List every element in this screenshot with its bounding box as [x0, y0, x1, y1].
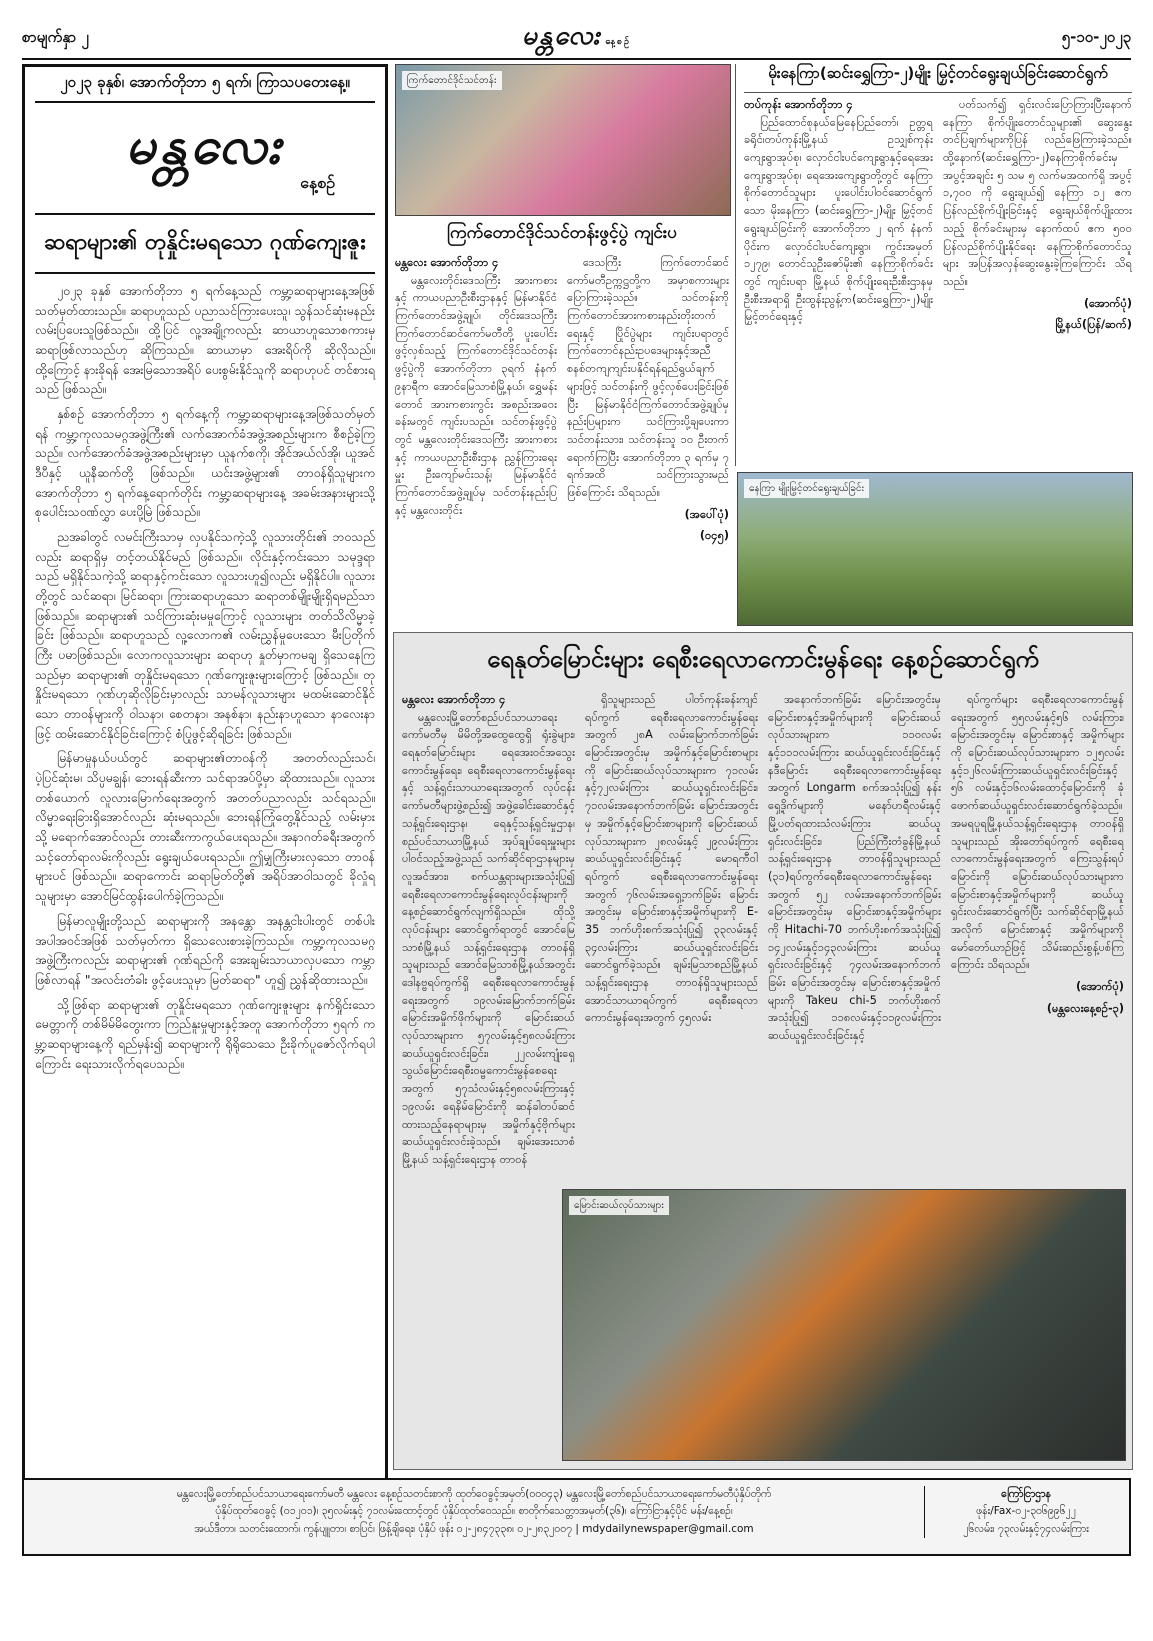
story3-text: ရှိသူများသည် ပါတ်ကုန်းခန်းကျင် ရပ်ကွက် ရေစီးရေလာကောင်းမွန်ရေးအတွက် ၂၈A လမ်းမြောက်ဘက်ခြမ်း မြောင်းအတွင်းမှ အမှိုက်နှင့်မြောင်းစာများကို မြောင်းဆယ်လုပ်သားများက ၇၁လမ်းနှင့်၇၂လမ်းကြား ဆယ်ယူရှင်းလင်းခြင်း၊ ၇၁လမ်းအနောက်ဘက်ခြမ်း မြောင်းအတွင်းမှ အမှိုက်နှင့်မြောင်းစာများကို မြောင်းဆယ်လုပ်သားများက ၂၈လမ်းနှင့် ၂၉လမ်းကြား ဆယ်ယူရှင်းလင်းခြင်းနှင့် မောရကီဝါရပ်ကွက် ရေစီးရေလာကောင်းမွန်ရေးအတွက် ၇၆လမ်းအရှေ့ဘက်ခြမ်း မြောင်းအတွင်းမှ မြောင်းစာနှင့်အမှိုက်များကို E-35 ဘက်ဟိုးစက်အသုံးပြု၍ ၃၃လမ်းနှင့် ၃၄လမ်းကြား ဆယ်ယူရှင်းလင်းခြင်း ဆောင်ရွက်ခဲ့သည်။ ချမ်းမြသာစည်မြို့နယ် သန့်ရှင်းရေးဌာန တာဝန်ရှိသူများသည် အောင်သာယာရပ်ကွက် ရေစီးရေလာကောင်းမွန်ရေးအတွက် ၄၅လမ်း — [585, 693, 758, 1025]
story3-text: ရပ်ကွက်များ ရေစီးရေလာကောင်းမွန်ရေးအတွက် ၅၅လမ်းနှင့်၅၆ လမ်းကြား၊ မြောင်းအတွင်းမှ မြောင်းစာနှင့် အမှိုက်များကို မြောင်းဆယ်လုပ်သားများက ၁၂၅လမ်းနှင့်၁၂၆လမ်းကြားဆယ်ယူရှင်းလင်းခြင်းနှင့် ၅၆ လမ်းနှင့်၁၆လမ်းထောင့်မြောင်းကို ခုံဖောက်ဆယ်ယူရှင်းလင်းဆောင်ရွက်ခဲ့သည်။ အမရပူရမြို့နယ်သန့်ရှင်းရေးဌာန တာဝန်ရှိသူများသည် အိုးတော်ရပ်ကွက် ရေစီးရေလာကောင်းမွန်ရေးအတွက် ကြေးသွန်းရပ်မြောင်းကို မြောင်းဆယ်လုပ်သားများက မြောင်းစာနှင့်အမှိုက်များကို ဆယ်ယူရှင်းလင်းဆောင်ရွက်ပြီး သက်ဆိုင်ရာမြို့နယ်အလိုက် မြောင်းစာနှင့် အမှိုက်များကို မော်တော်ယာဉ်ဖြင့် သိမ်းဆည်းစွန့်ပစ်ကြကြောင်း သိရသည်။ — [951, 693, 1124, 972]
editorial-logo-sub: နေ့စဉ် — [300, 173, 335, 192]
sunflower-field-photo — [737, 472, 1133, 626]
story3-text: မန္တလေးမြို့တော်စည်ပင်သာယာရေးကော်မတီမှ မိမိတို့အထွေထွေရှိ ရုံးခွဲများ၊ ရေနုတ်မြောင်းများ ရေအေးဝင်အသွေးကောင်းမွန်ရေး၊ ရေစီးရေလာကောင်းမွန်ရေးနှင့် သန့်ရှင်းသာယာရေးအတွက် လုပ်ငန်းကော်မတီများဖွဲ့စည်း၍ အဖွဲ့ခေါင်းဆောင်နှင့် သန့်ရှင်းရေးဌာန၊ ရေနှင့်သန့်ရှင်းမှုဌာန၊ စည်ပင်သာယာမြို့နယ် အုပ်ချုပ်ရေးမှူးများ ပါဝင်သည့်အဖွဲ့သည် သက်ဆိုင်ရာဌာနများမှ လူအင်အား၊ စက်ယန္တရားများအသုံးပြု၍ ရေစီးရေလာကောင်းမွန်ရေးလုပ်ငန်းများကို နေ့စဉ်ဆောင်ရွက်လျက်ရှိသည်။ ထိုသို့လုပ်ငန်းများ ဆောင်ရွက်ရာတွင် အောင်မြေသာစံမြို့နယ် သန့်ရှင်းရေးဌာန တာဝန်ရှိသူများသည် အောင်မြေသာစံမြို့နယ်အတွင်း ဒေါနဗ္ဗရပ်ကွက်ရှိ ရေစီးရေလာကောင်းမွန်ရေးအတွက် ၁၉လမ်းမြောက်ဘက်ခြမ်း မြောင်းအမှိုက်ဖိုက်များကို မြောင်းဆယ်လုပ်သားများက ၅၇လမ်းနှင့်၅၈လမ်းကြားဆယ်ယူရှင်းလင်းခြင်း၊ ၂၂လမ်းကျုံးရှေ့သွယ်မြောင်းရေစီးဝမ္ဗကောင်းမွန်စေရေးအတွက် ၅၇သံလမ်းနှင့်၅၈လမ်းကြားနှင့် ၁၉လမ်း ရေနိမ်မြောင်းကို ဆန်ခါတပ်ဆင်ထားသည့်နေရာများမှ အမှိုက်နှင့်ဗိုက်များ ဆယ်ယူရှင်းလင်းခဲ့သည်။ ချမ်းအေးသာစံမြို့နယ် သန့်ရှင်းရေးဌာန တာဝန် — [402, 710, 575, 1166]
photo-caption: မြောင်းဆယ်လုပ်သားများ — [569, 1196, 669, 1215]
photo-caption: ကြက်တောင်ဒိုင်သင်တန်း — [402, 71, 502, 90]
imprint-line: မန္တလေးမြို့တော်စည်ပင်သာယာရေးကော်မတီ မန္တလေး နေ့စဉ်သတင်းစာကို ထုတ်ဝေခွင့်အမှတ်(၀၀၀၄၃) မန္တလေးမြို့တော်စည်ပင်သာယာရေးကော်မတီပုံနှိပ်တိုက် — [176, 1488, 772, 1500]
editorial-paragraph: ၂၀၂၃ ခုနှစ် အောက်တိုဘာ ၅ ရက်နေ့သည် ကမ္ဘာ့ဆရာများနေ့အဖြစ် သတ်မှတ်ထားသည်။ ဆရာဟူသည် ပညာသင်ကြားပေးသူ၊ သွန်သင်ဆုံးမနည်းလမ်းပြပေးသူဖြစ်သည်။ ထို့ပြင် လူ့အချို့ကလည်း ဆာယာဟူသောစကားမှ ဆရာဖြစ်လာသည်ဟု ဆိုကြသည်။ ဆာယာမှာ အေးရိပ်ကို ဆိုလိုသည်။ ထို့ကြောင့် နားခိုရန် အေးမြသောအရိပ် ပေးစွမ်းနိုင်သူကို ဆရာဟုပင် တင်စားရသည် ဖြစ်သည်။ — [35, 284, 375, 397]
story3-source: (မန္တလေးနေ့စဉ်-၃) — [1046, 1001, 1124, 1015]
story3-col2 — [585, 691, 758, 1181]
story2-col2 — [943, 96, 1132, 460]
story3-dateline: မန္တလေး အောက်တိုဘာ ၄ — [402, 693, 506, 706]
story2-box — [735, 64, 1132, 466]
editorial-logo — [35, 103, 375, 215]
page-number: စာမျက်နှာ ၂ — [22, 28, 89, 46]
editorial-body — [35, 282, 375, 1074]
badminton-course-photo — [395, 64, 731, 216]
story1-col2 — [567, 254, 729, 622]
imprint-left — [34, 1486, 914, 1538]
story1-code: (၀၄၅) — [699, 529, 729, 543]
masthead-sub: နေ့စဉ် — [605, 37, 631, 47]
story2-body — [744, 96, 1132, 460]
story2-text: ပြည်ထောင်စုနယ်မြေနေပြည်တော်၊ ဥတ္တရခရိုင်၊တပ်ကုန်းမြို့နယ် ဥသျှစ်ကုန်းကျေးရွာအုပ်စု၊ လှောင်ငါးပင်ကျေးရွာနှင့်ရေအေးကျေးရွာအုပ်စု၊ ရေအေးကျေးရွာတို့တွင် နေကြာစိုက်တောင်သူများ ပူးပေါင်းပါဝင်ဆောင်ရွက်သော မိုးနေကြာ (ဆင်းရွှေကြာ-၂)မျိုး မြှင့်တင်ရွေးချယ်ခြင်းကို အောက်တိုဘာ ၂ ရက် နံနက်ပိုင်းက လှောင်ငါးပင်ကျေးရွာ၊ ကွင်းအမှတ် ၁၂၇၉၊ တောင်သူဦးဇော်မိုး၏ နေကြာစိုက်ခင်းတွင် ကျင်းပရာ မြို့နယ် စိုက်ပျိုးရေးဦးစီးဌာနမှ ဦးစီးအရာရှိ ဦးထွန်းညွန့်က(ဆင်းရွှေကြာ-၂)မျိုး မြှင့်တင်ရေးနှင့် — [744, 115, 933, 324]
story1-dateline: မန္တလေး အောက်တိုဘာ ၄ — [395, 256, 499, 269]
story1-photo-credit: (အပေါ်ပုံ) — [684, 507, 729, 521]
imprint-line: ပုံနှိပ်ထုတ်ဝေခွင့် (၀၁၂၀၁)၊ ၃၅လမ်းနှင့် ၇၁လမ်းထောင့်တွင် ပုံနှိပ်ထုတ်ဝေသည်။ စာတိုက်သေတ္တာအမှတ်(၃၆)၊ ကြော်ငြာနှင့်ပိုင် မန်း/နေ့စဉ်၊ — [215, 1505, 733, 1518]
story3-photo-credit: (အောက်ပုံ) — [1075, 980, 1124, 993]
story3-body — [402, 691, 1124, 1181]
editorial-paragraph: မြန်မာမှုနယ်ပယ်တွင် ဆရာများ၏တာဝန်ကို အတတ်လည်းသင်၊ ပဲ့ပြင်ဆုံးမ၊ သိပ္ပမချွန်၊ ဘေးရန်ဆီးကာ သင်ရာအပ်ပို့မှာ ဆိုထားသည်။ လူသားတစ်ယောက် လူလားမြောက်ရေးအတွက် အတတ်ပညာလည်း သင်ရသည်။ လိမ္မာရေးခြားရှိအောင်လည်း ဆုံးမရသည်။ ဘေးရန်ကြုံတွေ့နိုင်သည့် လမ်းမှားသို့ မရောက်အောင်လည်း တားဆီးကာကွယ်ပေးရသည်။ အနာဂတ်ခရီးအတွက် သင့်တော်ရာလမ်းကိုလည်း ရွေးချယ်ပေးရသည်။ ဤမျှကြီးမားလှသော တာဝန်များပင် ဖြစ်သည်။ ဆရာကောင်း ဆရာမြတ်တို့၏ အရိပ်အာဝါသတွင် ခိုလှုံရသူများမှာ အောင်မြင်ထွန်းပေါက်ခဲ့ကြသည်။ — [35, 751, 375, 904]
editorial-title: ဆရာများ၏ တုနှိုင်းမရသော ဂုဏ်ကျေးဇူး — [35, 215, 375, 274]
imprint-line: အယ်ဒီတာ၊ သတင်းထောက်၊ ကွန်ပျူတာ၊ စာပြင်၊ ဖြန့်ချိရေး၊ ပုံနှိပ် ဖုန်း ၀၂-၂၈၄၇၃၃၈၊ ၀၂-၂၈၃၂၀၀၇ | mdydailynewspaper@gmail.com — [194, 1522, 754, 1535]
editorial-logo-title: မန္တလေး — [125, 116, 285, 176]
story2-title: မိုးနေကြာ(ဆင်းရွှေကြာ-၂)မျိုး မြှင့်တင်ရွေးချယ်ခြင်းဆောင်ရွက် — [744, 64, 1132, 93]
story1-body — [395, 254, 729, 622]
story1-text: ဒေသကြီး ကြက်တောင်ဆင်ကော်မတီဥက္ကဋ္ဌတို့က အမှာစကားများ ပြောကြားခဲ့သည်။ သင်တန်းကို ကြက်တောင်အားကစားနည်းတိုးတက်ရေးနှင့် ပြိုင်ပွဲများ ကျင်းပရာတွင် ကြက်တောင်နည်းဥပဒေများနှင့်အညီ စနစ်တကျကျင်းပနိုင်ရန်ရည်ရွယ်ချက်များဖြင့် သင်တန်းကို ဖွင့်လှစ်ပေးခြင်းဖြစ်ပြီး မြန်မာနိုင်ငံကြက်တောင်အဖွဲ့ချုပ်မှ နည်းပြများက သင်ကြားပို့ချပေးကာ သင်တန်းသား၊ သင်တန်းသူ ၁၀ ဦးတက်ရောက်ကြပြီး အောက်တိုဘာ ၃ ရက်မှ ၇ ရက်အထိ သင်ကြားသွားမည်ဖြစ်ကြောင်း သိရသည်။ — [567, 256, 729, 499]
imprint-footer — [22, 1478, 1131, 1556]
editorial-paragraph: မြန်မာလူမျိုးတို့သည် ဆရာများကို အနန္တော အနန္တငါးပါးတွင် တစ်ပါးအပါအဝင်အဖြစ် သတ်မှတ်ကာ ရှိသေလေးစားခဲ့ကြသည်။ ကမ္ဘာ့ကုလသမဂ္ဂအဖွဲ့ကြီးကလည်း ဆရာများ၏ ဂုဏ်ရည်ကို အေးချမ်းသာယာလှပသော ကမ္ဘာဖြစ်လာရန် "အလင်းတံခါး ဖွင့်ပေးသူမှာ မြတ်ဆရာ" ဟူ၍ ညွှန်ဆိုထားသည်။ — [35, 913, 375, 987]
story3-col1 — [402, 691, 575, 1181]
editorial-paragraph: နှစ်စဉ် အောက်တိုဘာ ၅ ရက်နေ့ကို ကမ္ဘာ့ဆရာများနေ့အဖြစ်သတ်မှတ်ရန် ကမ္ဘာ့ကုလသမဂ္ဂအဖွဲ့ကြီး၏ လက်အောက်ခံအဖွဲ့အစည်းများက စီစဉ်ခဲ့ကြသည်။ လက်အောက်ခံအဖွဲ့အစည်းများမှာ ယူနက်စကို၊ အိုင်အယ်လ်အို၊ ယူအင်ဒီပီနှင့် ယူနီဆက်တို့ ဖြစ်သည်။ ယင်းအဖွဲ့များ၏ တာဝန်ရှိသူများက အောက်တိုဘာ ၅ ရက်နေ့ရောက်တိုင်း ကမ္ဘာ့ဆရာများနေ့ အခမ်းအနားများသို့ စုပေါင်းသဝဏ်လွှာ ပေးပို့မြဲ ဖြစ်သည်။ — [35, 407, 375, 520]
editorial-paragraph: သို့ဖြစ်ရာ ဆရာများ၏ တုနှိုင်းမရသော ဂုဏ်ကျေးဇူးများ နက်ရှိုင်းသော မေတ္တာကို တစ်မိမ်မိတွေးကာ ကြည်နူးမှုများနှင့်အတူ အောက်တိုဘာ ၅ရက် ကမ္ဘာ့ဆရာများနေ့ကို ရည်မှန်း၍ ဆရာများကို ရိုရိုသေသေ ဦးခိုက်ပူဇော်လိုက်ရပါကြောင်း ရေးသားလိုက်ရပေသည်။ — [35, 997, 375, 1071]
story3-text: အနောက်ဘက်ခြမ်း မြောင်းအတွင်းမှ မြောင်းစာနှင့်အမှိုက်များကို မြောင်းဆယ်လုပ်သားများက ၁၁၀လမ်းနှင့်၁၁၁လမ်းကြား ဆယ်ယူရှင်းလင်းခြင်းနှင့် နဒီမြောင်း ရေစီးရေလာကောင်းမွန်ရေးအတွက် Longarm စက်အသုံးပြု၍ နန်းရှေ့ဒိုက်များကို မနော်ဟရီလမ်းနှင့် မြို့ပတ်ရထားသံလမ်းကြား ဆယ်ယူရှင်းလင်းခြင်း၊ ပြည်ကြီးတံခွန်မြို့နယ်သန့်ရှင်းရေးဌာန တာဝန်ရှိသူများသည် (၃၁)ရပ်ကွက်ရေစီးရေလာကောင်းမွန်ရေးအတွက် ၅၂ လမ်းအနောက်ဘက်ခြမ်းမြောင်းအတွင်းမှ မြောင်းစာနှင့်အမှိုက်များကို Hitachi-70 ဘက်ဟိုးစက်အသုံးပြု၍ ၁၄၂လမ်းနှင့်၁၄၃လမ်းကြား ဆယ်ယူရှင်းလင်းခြင်းနှင့် ၇၄လမ်းအနောက်ဘက်ခြမ်း မြောင်းအတွင်းမှ မြောင်းစာနှင့်အမှိုက်များကို Takeu chi-5 ဘက်ဟိုးစက်အသုံးပြု၍ ၁၁၈လမ်းနှင့်၁၁၉လမ်းကြား ဆယ်ယူရှင်းလင်းခြင်းနှင့် — [768, 693, 941, 1043]
story3-title: ရေနုတ်မြောင်းများ ရေစီးရေလာကောင်းမွန်ရေး နေ့စဉ်ဆောင်ရွက် — [487, 645, 1039, 673]
page-header — [22, 18, 1131, 60]
story2-source: မြို့နယ်(ပြန်/ဆက်) — [1055, 318, 1132, 332]
story3-box — [393, 632, 1133, 1470]
masthead-title: မန္တလေး — [522, 21, 602, 51]
masthead-logo — [522, 18, 631, 57]
editorial-column — [22, 64, 388, 1536]
ad-department-address: ၂၆လမ်း၊ ၇၃လမ်းနှင့်၇၄လမ်းကြား — [963, 1522, 1089, 1535]
photo-caption: နေကြာ မျိုးမြှင့်တင်ရွေးချယ်ခြင်း — [744, 479, 869, 498]
drain-cleaning-photo — [562, 1189, 1126, 1461]
ad-department — [924, 1486, 1121, 1538]
ad-department-title: ကြော်ငြာဌာန — [1001, 1488, 1051, 1500]
story1-text: မန္တလေးတိုင်းဒေသကြီး အားကစားနှင့် ကာယပညာဦးစီးဌာနနှင့် မြန်မာနိုင်ငံကြက်တောင်အဖွဲ့ချုပ်၊ တိုင်းဒေသကြီး ကြက်တောင်ဆင်ကော်မတီတို့ ပူးပေါင်းဖွင့်လှစ်သည့် ကြက်တောင်ဒိုင်သင်တန်းဖွင့်ပွဲကို အောက်တိုဘာ ၃ရက် နံနက် ၉နာရီက အောင်မြေသာစံမြို့နယ်၊ ရွှေမန်းတောင် အားကစားကွင်း အစည်းအဝေးခန်းမတွင် ကျင်းပသည်။ သင်တန်းဖွင့်ပွဲတွင် မန္တလေးတိုင်းဒေသကြီး အားကစားနှင့် ကာယပညာဦးစီးဌာန ညွှန်ကြားရေးမှူး ဦးကျော်မင်းသန့်၊ မြန်မာနိုင်ငံကြက်တောင်အဖွဲ့ချုပ်မှ သင်တန်းနည်းပြနှင့် မန္တလေးတိုင်း — [395, 273, 557, 517]
page-date: ၅-၁၀-၂၀၂၃ — [1061, 28, 1131, 46]
editorial-paragraph: ညအခါတွင် လမင်းကြီးသာမှ လှပနိုင်သကဲ့သို့ လူသားတိုင်း၏ ဘဝသည်လည်း ဆရာရှိမှ တင့်တယ်နိုင်မည် ဖြစ်သည်။ လိုင်းနှင့်ကင်းသော သမုဒ္ဒရာသည် မရှိနိုင်သကဲ့သို့ ဆရာနှင့်ကင်းသော လူသားဟူ၍လည်း မရှိနိုင်ပါ။ လူသားတို့တွင် သင်ဆရာ၊ မြင်ဆရာ၊ ကြားဆရာဟူသော ဆရာတစ်မျိုးမျိုးရှိရမည်သာ ဖြစ်သည်။ ဆရာများ၏ သင်ကြားဆုံးမမှုကြောင့် လူသားများ တတ်သိလိမ္မာခဲ့ခြင်း ဖြစ်သည်။ ဆရာဟူသည် လူ့လောက၏ လမ်းညွှန်မှုပေးသော မီးပြတိုက်ကြီး ပမာဖြစ်သည်။ လောကလူသားများ ဆရာဟု နှုတ်မှာကမချ ရှိသေနေကြသည်မှာ ဆရာများ၏ တုနှိုင်းမရသော ဂုဏ်ကျေးဇူးများကြောင့် ဖြစ်သည်။ တုနှိုင်းမရသော ဂုဏ်ဟုဆိုလိုခြင်းမှာလည်း သာမန်လူသားများ မထမ်းဆောင်နိုင်သော တာဝန်များကို ဝါသနာ၊ စေတနာ၊ အနစ်နာ၊ နည်းနာဟူသော နာလေးနာဖြင့် ထမ်းဆောင်နိုင်ခြင်းကြောင့် စံပြုဖွင့်ဆိုရခြင်း ဖြစ်သည်။ — [35, 530, 375, 741]
story1-col1 — [395, 254, 557, 622]
story2-dateline: တပ်ကုန်း အောက်တိုဘာ ၄ — [744, 98, 853, 111]
story3-col3 — [768, 691, 941, 1181]
editorial-dateline: ၂၀၂၃ ခုနှစ်၊ အောက်တိုဘာ ၅ ရက်၊ ကြာသပတေးနေ့။ — [35, 73, 375, 103]
story2-photo-credit: (အောက်ပုံ) — [1083, 296, 1132, 310]
story1-title: ကြက်တောင်ဒိုင်သင်တန်းဖွင့်ပွဲ ကျင်းပ — [447, 223, 677, 243]
story2-col1 — [744, 96, 933, 460]
story2-text: ပတ်သက်၍ ရှင်းလင်းပြောကြားပြီးနောက် နေကြာ စိုက်ပျိုးတောင်သူများ၏ ဆွေးနွေးတင်ပြချက်များကိုပြန် လည်ဖြေကြားခဲ့သည်။ ထို့နောက်(ဆင်းရွှေကြာ-၂)နေကြာစိုက်ခင်းမှ အပွင့်အချင်း ၅ သမ ၅ လက်မအထက်ရှိ အပွင့် ၁,၇၀၀ ကို ရွေးချယ်၍ နေကြာ ၁၂ ဧက ပြန်လည်စိုက်ပျိုးခြင်းနှင့် ရွေးချယ်စိုက်ပျိုးထားသည့် စိုက်ခင်းများမှ နောက်ထပ် ဧက ၅၀၀ ပြန်လည်စိုက်ပျိုးနိုင်ရေး နေကြာစိုက်တောင်သူများ အပြန်အလှန်ဆွေးနွေးခဲ့ကြကြောင်း သိရသည်။ — [943, 98, 1132, 288]
ad-department-phone: ဖုန်း/Fax-၀၂-၃၀၆၉၉၆၂၂ — [976, 1505, 1076, 1518]
story3-col4 — [951, 691, 1124, 1181]
